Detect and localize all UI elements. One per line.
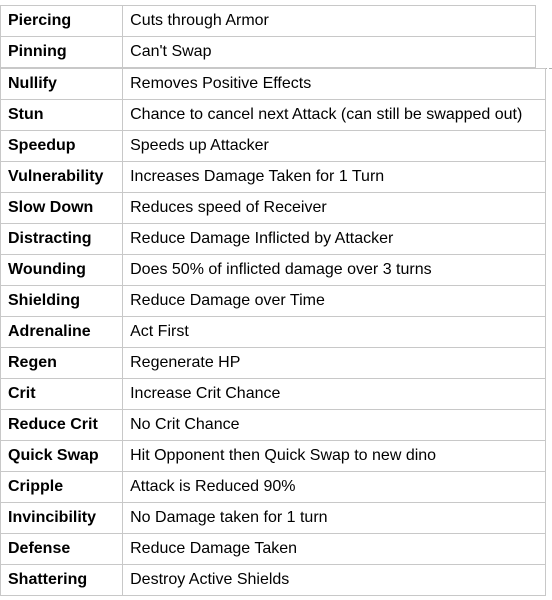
effect-term: Piercing bbox=[1, 6, 123, 37]
effect-description: Regenerate HP bbox=[123, 348, 546, 379]
effect-term: Cripple bbox=[1, 472, 123, 503]
table-row bbox=[1, 379, 546, 410]
table-row bbox=[1, 565, 546, 596]
table-row bbox=[1, 100, 546, 131]
table-row bbox=[1, 193, 546, 224]
effect-term: Adrenaline bbox=[1, 317, 123, 348]
table-row bbox=[1, 317, 546, 348]
effect-term: Crit bbox=[1, 379, 123, 410]
effect-description: Act First bbox=[123, 317, 546, 348]
effect-term: Slow Down bbox=[1, 193, 123, 224]
table-row bbox=[1, 224, 546, 255]
effect-description: Removes Positive Effects bbox=[123, 69, 546, 100]
table-row bbox=[1, 131, 546, 162]
effect-description: Reduce Damage over Time bbox=[123, 286, 546, 317]
effect-description: Increases Damage Taken for 1 Turn bbox=[123, 162, 546, 193]
table-row bbox=[1, 37, 536, 68]
effect-term: Defense bbox=[1, 534, 123, 565]
table-row bbox=[1, 441, 546, 472]
effect-term: Stun bbox=[1, 100, 123, 131]
effect-description: Reduce Damage Inflicted by Attacker bbox=[123, 224, 546, 255]
effects-table-main bbox=[0, 68, 546, 596]
effect-term: Quick Swap bbox=[1, 441, 123, 472]
table-row bbox=[1, 6, 536, 37]
effect-description: Hit Opponent then Quick Swap to new dino bbox=[123, 441, 546, 472]
effect-term: Reduce Crit bbox=[1, 410, 123, 441]
effect-description: Destroy Active Shields bbox=[123, 565, 546, 596]
effect-description: Cuts through Armor bbox=[123, 6, 536, 37]
effect-description: No Damage taken for 1 turn bbox=[123, 503, 546, 534]
effect-description: Does 50% of inflicted damage over 3 turns bbox=[123, 255, 546, 286]
effect-term: Pinning bbox=[1, 37, 123, 68]
effect-term: Regen bbox=[1, 348, 123, 379]
effects-table-top bbox=[0, 5, 536, 68]
effect-description: Can't Swap bbox=[123, 37, 536, 68]
table-row bbox=[1, 410, 546, 441]
effect-term: Speedup bbox=[1, 131, 123, 162]
effect-term: Shattering bbox=[1, 565, 123, 596]
effect-description: Reduce Damage Taken bbox=[123, 534, 546, 565]
table-row bbox=[1, 534, 546, 565]
effect-description: No Crit Chance bbox=[123, 410, 546, 441]
effect-term: Distracting bbox=[1, 224, 123, 255]
table-row bbox=[1, 472, 546, 503]
effect-description: Increase Crit Chance bbox=[123, 379, 546, 410]
table-row bbox=[1, 255, 546, 286]
table-row bbox=[1, 69, 546, 100]
table-row bbox=[1, 286, 546, 317]
effect-description: Reduces speed of Receiver bbox=[123, 193, 546, 224]
table-row bbox=[1, 503, 546, 534]
table-row bbox=[1, 348, 546, 379]
effect-term: Vulnerability bbox=[1, 162, 123, 193]
effect-term: Invincibility bbox=[1, 503, 123, 534]
table-row bbox=[1, 162, 546, 193]
effect-description: Attack is Reduced 90% bbox=[123, 472, 546, 503]
effect-term: Shielding bbox=[1, 286, 123, 317]
effect-description: Speeds up Attacker bbox=[123, 131, 546, 162]
effect-description: Chance to cancel next Attack (can still be swapped out) bbox=[123, 100, 546, 131]
effect-term: Nullify bbox=[1, 69, 123, 100]
effect-term: Wounding bbox=[1, 255, 123, 286]
